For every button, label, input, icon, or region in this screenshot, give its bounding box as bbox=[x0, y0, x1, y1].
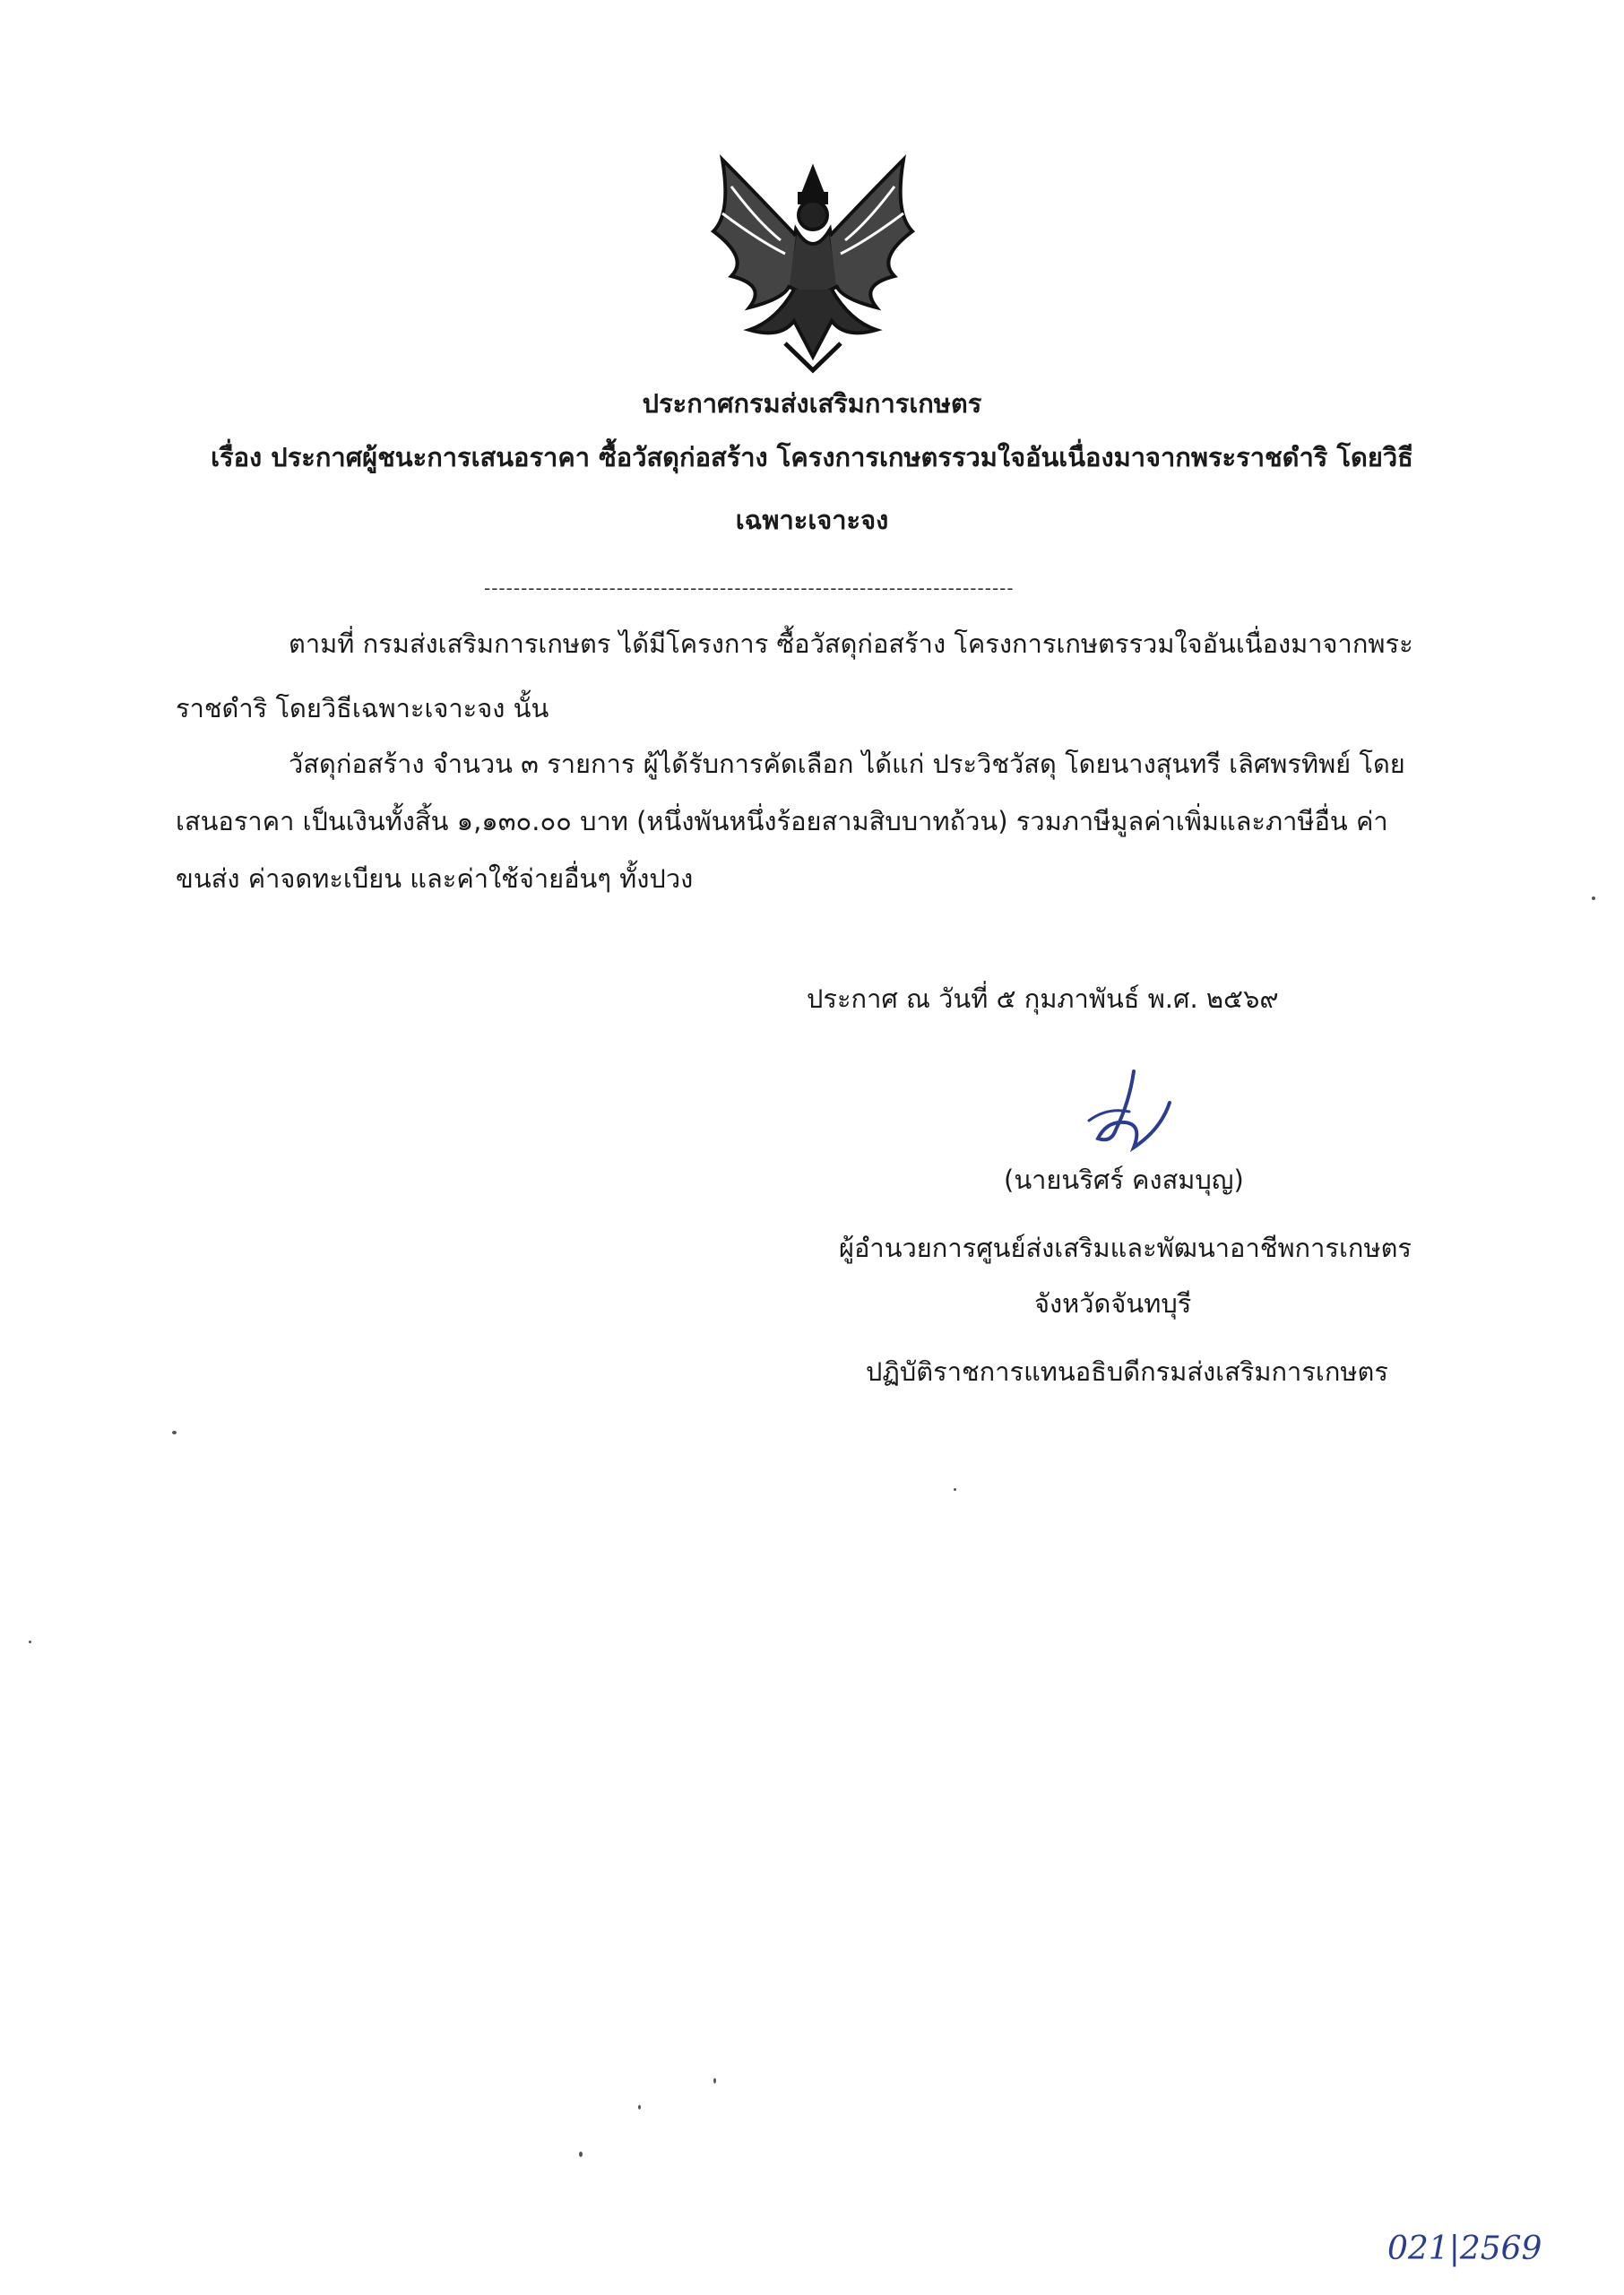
paragraph-1-line-2: ราชดำริ โดยวิธีเฉพาะเจาะจง นั้น bbox=[176, 693, 549, 723]
scan-speck bbox=[954, 1488, 956, 1491]
garuda-emblem-icon bbox=[695, 151, 930, 375]
announcement-subject-line-2: เฉพาะเจาะจง bbox=[735, 505, 889, 535]
scan-speck bbox=[713, 2078, 716, 2083]
announcement-date: ประกาศ ณ วันที่ ๕ กุมภาพันธ์ พ.ศ. ๒๕๖๙ bbox=[807, 983, 1279, 1014]
signer-name: (นายนริศร์ คงสมบุญ) bbox=[1004, 1165, 1244, 1195]
signer-position-line-1: ผู้อำนวยการศูนย์ส่งเสริมและพัฒนาอาชีพการเกษตร bbox=[839, 1233, 1412, 1263]
paragraph-2-line-2: เสนอราคา เป็นเงินทั้งสิ้น ๑,๑๓๐.๐๐ บาท (หนึ่งพันหนึ่งร้อยสามสิบบาทถ้วน) รวมภาษีมูลค่าเพิ่มและภาษีอื่น ค่า bbox=[176, 806, 1388, 836]
scan-speck bbox=[172, 1431, 177, 1434]
signer-position-line-3: ปฏิบัติราชการแทนอธิบดีกรมส่งเสริมการเกษตร bbox=[866, 1356, 1388, 1387]
scan-speck bbox=[29, 1641, 31, 1643]
divider: ------------------------------------------------------------------------ bbox=[484, 577, 1015, 599]
paragraph-2-line-1: วัสดุก่อสร้าง จำนวน ๓ รายการ ผู้ได้รับการคัดเลือก ได้แก่ ประวิชวัสดุ โดยนางสุนทรี เลิศพรทิพย์ โดย bbox=[289, 749, 1405, 779]
handwritten-document-number: 021|2569 bbox=[1387, 2230, 1542, 2267]
announcement-subject-line-1: เรื่อง ประกาศผู้ชนะการเสนอราคา ซื้อวัสดุก่อสร้าง โครงการเกษตรรวมใจอันเนื่องมาจากพระราชดำริ โดยวิธี bbox=[211, 442, 1413, 472]
paragraph-1-line-1: ตามที่ กรมส่งเสริมการเกษตร ได้มีโครงการ ซื้อวัสดุก่อสร้าง โครงการเกษตรรวมใจอันเนื่องมาจากพระ bbox=[289, 628, 1413, 659]
scan-speck bbox=[1592, 896, 1595, 900]
announcement-agency: ประกาศกรมส่งเสริมการเกษตร bbox=[642, 388, 982, 419]
signer-position-line-2: จังหวัดจันทบุรี bbox=[1034, 1288, 1192, 1319]
paragraph-2-line-3: ขนส่ง ค่าจดทะเบียน และค่าใช้จ่ายอื่นๆ ทั้งปวง bbox=[176, 863, 694, 894]
signature-mark bbox=[1080, 1067, 1179, 1156]
scan-speck bbox=[579, 2152, 583, 2157]
scan-speck bbox=[638, 2105, 641, 2109]
